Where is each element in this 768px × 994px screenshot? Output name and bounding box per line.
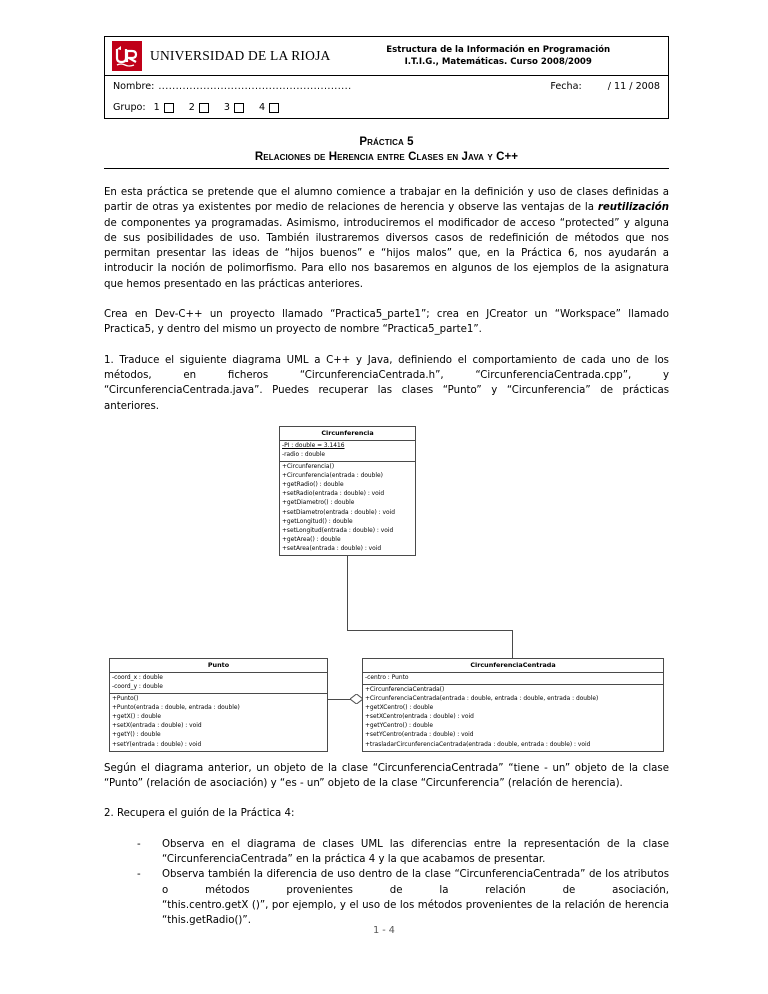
- uml-attribute: -coord_y : double: [112, 683, 163, 690]
- uml-method: +setX(entrada : double) : void: [112, 723, 202, 730]
- list-item-text: Observa también la diferencia de uso dentro de la clase “CircunferenciaCentrada” de los atributos o métodos provenientes de la relación de asociación,: [162, 869, 669, 896]
- name-label: Nombre:: [113, 81, 155, 92]
- checkbox-icon[interactable]: [234, 103, 244, 113]
- uml-method: +setDiametro(entrada : double) : void: [282, 509, 395, 516]
- checkbox-icon[interactable]: [269, 103, 279, 113]
- uml-method: +getXCentro() : double: [365, 705, 434, 712]
- uml-class-name: Circunferencia: [280, 427, 415, 441]
- checkbox-icon[interactable]: [164, 103, 174, 113]
- uml-methods: [280, 462, 415, 555]
- group-label: Grupo:: [113, 102, 146, 113]
- uml-attribute: -PI : double = 3.1416: [282, 442, 345, 449]
- after-diagram-paragraph: Según el diagrama anterior, un objeto de la clase “CircunferenciaCentrada” “tiene - un” objeto de la clase “Punto” (relación de asociación) y “es - un” objeto de la clase “Circunferencia” (relación de herencia).: [104, 762, 669, 790]
- name-fill-line[interactable]: ........................................................: [158, 81, 352, 92]
- document-page: [104, 36, 669, 929]
- page-number: 1 - 4: [373, 925, 395, 936]
- uml-method: +getX() : double: [112, 714, 162, 721]
- date-value[interactable]: / 11 / 2008: [607, 81, 660, 92]
- intro-emphasis: reutilización: [597, 202, 669, 214]
- group-option-4-label: 4: [258, 102, 266, 113]
- uml-method: +Circunferencia(entrada : double): [282, 473, 383, 480]
- uml-method: +getYCentro() : double: [365, 723, 433, 730]
- uml-method: +setLongitud(entrada : double) : void: [282, 527, 394, 534]
- document-header: [104, 36, 669, 119]
- page-title: [104, 136, 669, 163]
- inheritance-line-horizontal: [347, 630, 513, 631]
- header-group-row: [105, 97, 668, 118]
- group-option-2[interactable]: [189, 102, 209, 113]
- uml-method: +getRadio() : double: [282, 482, 344, 489]
- group-option-3[interactable]: [224, 102, 244, 113]
- uml-method: +getLongitud() : double: [282, 518, 353, 525]
- list-item: [104, 867, 669, 928]
- uml-attribute: -coord_x : double: [112, 674, 163, 681]
- course-degree: I.T.I.G., Matemáticas. Curso 2008/2009: [404, 57, 592, 67]
- inheritance-line-vertical-bottom: [512, 630, 513, 659]
- uml-method: +Punto(entrada : double, entrada : double): [112, 705, 240, 712]
- uml-attribute: -centro : Punto: [365, 674, 409, 681]
- uml-method: +getDiametro() : double: [282, 500, 355, 507]
- page-footer: [0, 925, 768, 936]
- uml-attributes: [280, 441, 415, 462]
- course-info: [330, 44, 668, 69]
- university-logo: [105, 41, 330, 71]
- ur-logo-icon: [112, 41, 142, 71]
- uml-attributes: [363, 673, 663, 685]
- intro-text-part1: En esta práctica se pretende que el alumno comience a trabajar en la definición y uso de clases definidas a partir de otras ya existentes por medio de relaciones de herencia y observe las ventajas de la: [104, 187, 669, 214]
- dash-bullet-icon: -: [137, 838, 141, 850]
- uml-method: +setArea(entrada : double) : void: [282, 545, 382, 552]
- uml-methods: [110, 694, 327, 751]
- header-top-row: [105, 37, 668, 76]
- uml-class-name: CircunferenciaCentrada: [363, 659, 663, 673]
- uml-method: +setY(entrada : double) : void: [112, 741, 202, 748]
- dash-bullet-icon: -: [137, 869, 141, 881]
- uml-method: +trasladarCircunferenciaCentrada(entrada : double, entrada : double) : void: [365, 741, 591, 748]
- intro-paragraph: [104, 185, 669, 292]
- checkbox-icon[interactable]: [199, 103, 209, 113]
- date-label: Fecha:: [550, 81, 582, 92]
- uml-method: +setRadio(entrada : double) : void: [282, 491, 385, 498]
- practice-number: Práctica 5: [359, 136, 414, 148]
- list-item: [104, 837, 669, 868]
- university-name: UNIVERSIDAD DE LA RIOJA: [150, 48, 331, 63]
- uml-class-circunferencia[interactable]: [279, 426, 416, 556]
- uml-method: +setXCentro(entrada : double) : void: [365, 714, 474, 721]
- uml-class-diagram: [104, 426, 669, 761]
- uml-method: +getY() : double: [112, 732, 161, 739]
- uml-method: +Punto(): [112, 696, 139, 703]
- project-paragraph: Crea en Dev-C++ un proyecto llamado “Practica5_parte1”; crea en JCreator un “Workspace” llamado Practica5, y dentro del mismo un proyecto de nombre “Practica5_parte1”.: [104, 309, 669, 336]
- uml-class-circunferencia-centrada[interactable]: [362, 658, 664, 752]
- group-option-1-label: 1: [153, 102, 160, 113]
- uml-method: +Circunferencia(): [282, 464, 335, 471]
- list-item-text-continued: “this.centro.getX ()”, por ejemplo, y el uso de los métodos provenientes de la relación de herencia “this.getRadio()”.: [162, 899, 669, 927]
- inheritance-line-vertical-top: [347, 553, 348, 631]
- group-checkbox-list: [154, 102, 294, 113]
- group-option-4[interactable]: [259, 102, 279, 113]
- task1-paragraph: 1. Traduce el siguiente diagrama UML a C++ y Java, definiendo el comportamiento de cada uno de los métodos, en ficheros “CircunferenciaCentrada.h”, “CircunferenciaCentrada.cpp”, y “CircunferenciaCentrada.java”. Puedes recuperar las clases “Punto” y “Circunferencia” de prácticas anteriores.: [104, 354, 669, 412]
- uml-method: +getArea() : double: [282, 536, 341, 543]
- group-option-2-label: 2: [188, 102, 195, 113]
- uml-attributes: [110, 673, 327, 694]
- uml-class-name: Punto: [110, 659, 327, 673]
- uml-class-punto[interactable]: [109, 658, 328, 752]
- task2-bullet-list: [104, 837, 669, 929]
- uml-method: +CircunferenciaCentrada(): [365, 686, 445, 693]
- group-option-3-label: 3: [223, 102, 230, 113]
- intro-text-part2: de componentes ya programadas. Asimismo, introduciremos el modificador de acceso “protected” y alguna de sus posibilidades de uso. También ilustraremos diversos casos de redefinición de métodos que nos permitan presentar las ideas de “hijos buenos” e “hijos malos” que, en la Práctica 6, nos ayudarán a introducir la noción de polimorfismo. Para ello nos basaremos en algunos de los ejemplos de la asignatura que hemos presentado en las prácticas anteriores.: [104, 217, 669, 290]
- list-item-text: Observa en el diagrama de clases UML las diferencias entre la representación de la clase “CircunferenciaCentrada” en la práctica 4 y la que acabamos de presentar.: [162, 838, 669, 866]
- course-subject: Estructura de la Información en Programación: [386, 44, 611, 55]
- header-name-row: [105, 76, 668, 97]
- group-option-1[interactable]: [154, 102, 174, 113]
- practice-subject: Relaciones de Herencia entre Clases en Java y C++: [254, 151, 519, 163]
- uml-method: +CircunferenciaCentrada(entrada : double, entrada : double, entrada : double): [365, 696, 599, 703]
- task2-paragraph: 2. Recupera el guión de la Práctica 4:: [104, 808, 295, 820]
- uml-method: +setYCentro(entrada : double) : void: [365, 732, 474, 739]
- uml-methods: [363, 685, 663, 751]
- uml-attribute: -radio : double: [282, 451, 325, 458]
